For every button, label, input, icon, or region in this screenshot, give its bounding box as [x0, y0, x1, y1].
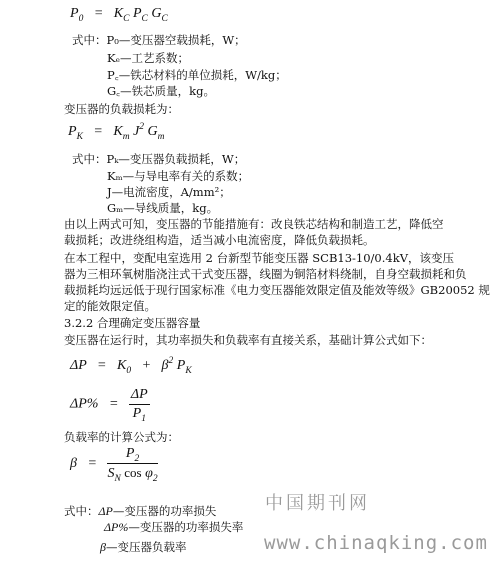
paragraph-line: 器为三相环氧树脂浇注式干式变压器，线圈为铜箔材料绕制，自身空载损耗和负 — [64, 267, 467, 281]
definition-line: P꜀—铁芯材料的单位损耗，W/kg； — [107, 68, 287, 82]
definition-line: Kₑ—工艺系数； — [107, 51, 190, 65]
paragraph-line: 变压器在运行时，其功率损失和负载率有直接关系，基础计算公式如下： — [64, 333, 432, 347]
definition-line: β—变压器负载率 — [100, 540, 187, 554]
load-loss-title: 变压器的负载损耗为： — [64, 102, 179, 116]
formula-load-rate: β = $\frac{P_2}{S_N \cos \varphi_2}$ — [70, 446, 158, 484]
definition-line: 式中：Pₖ—变压器负载损耗，W； — [72, 152, 246, 166]
formula-power-loss: ΔP = $K_0$ + $\beta^2$ $P_K$ — [70, 356, 192, 376]
definition-line: 式中：P₀—变压器空载损耗，W； — [72, 33, 246, 47]
section-heading: 3.2.2 合理确定变压器容量 — [64, 316, 201, 330]
definition-line: Kₘ—与导电率有关的系数； — [107, 169, 250, 183]
load-rate-title: 负载率的计算公式为： — [64, 430, 179, 444]
definition-line: G꜀—铁芯质量，kg。 — [107, 84, 215, 98]
watermark-site-name: 中国期刊网 — [265, 493, 370, 514]
definition-line: ΔP%—变压器的功率损失率 — [104, 520, 244, 534]
paragraph-line: 在本工程中，变配电室选用 2 台新型节能变压器 SCB13-10/0.4kV，该变压 — [64, 251, 454, 265]
formula-no-load-loss: $P_0$ = $K_C$ $P_C$ $G_C$ — [70, 6, 168, 24]
fraction: $\frac{\Delta P}{P_1}$ — [130, 387, 148, 424]
fraction: $\frac{P_2}{S_N \cos \varphi_2}$ — [107, 446, 158, 484]
paragraph-line: 定的能效限定值。 — [64, 299, 156, 313]
formula-power-loss-rate: ΔP% = $\frac{\Delta P}{P_1}$ — [70, 387, 148, 424]
definition-line: Gₘ—导线质量，kg。 — [107, 201, 219, 215]
paragraph-line: 由以上两式可知，变压器的节能措施有：改良铁芯结构和制造工艺，降低空 — [64, 217, 444, 231]
definition-line: 式中：ΔP—变压器的功率损失 — [64, 504, 217, 518]
watermark-url: www.chinaqking.com — [264, 532, 488, 554]
definition-line: J—电流密度，A/mm²； — [107, 185, 231, 199]
paragraph-line: 载损耗；改进绕组构造，适当减小电流密度，降低负载损耗。 — [64, 233, 375, 247]
paragraph-line: 载损耗均远远低于现行国家标准《电力变压器能效限定值及能效等级》GB20052 规 — [64, 283, 490, 297]
formula-load-loss: $P_K$ = $K_m$ $J^2$ $G_m$ — [68, 122, 165, 142]
